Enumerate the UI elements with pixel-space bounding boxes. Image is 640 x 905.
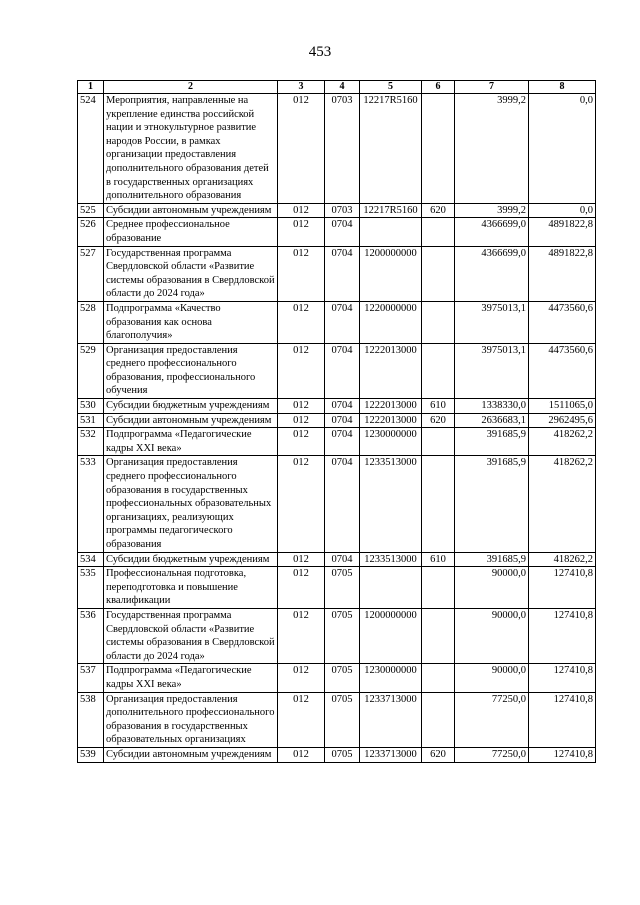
amount-col8: 127410,8 [529, 608, 596, 663]
section-code: 0704 [325, 552, 360, 567]
amount-col7: 1338330,0 [455, 399, 529, 414]
row-name: Подпрограмма «Качество образования как основа благополучия» [104, 301, 278, 343]
section-code: 0705 [325, 608, 360, 663]
amount-col8: 127410,8 [529, 692, 596, 747]
ministry-code: 012 [278, 399, 325, 414]
column-header: 6 [422, 81, 455, 94]
target-article-code: 1230000000 [360, 428, 422, 456]
section-code: 0704 [325, 413, 360, 428]
table-row [78, 343, 596, 398]
ministry-code: 012 [278, 608, 325, 663]
amount-col7: 2636683,1 [455, 413, 529, 428]
expense-type-code: 610 [422, 399, 455, 414]
section-code: 0704 [325, 343, 360, 398]
expense-type-code [422, 94, 455, 204]
amount-col8: 2962495,6 [529, 413, 596, 428]
table-row [78, 203, 596, 218]
row-number: 537 [78, 664, 104, 692]
table-row [78, 456, 596, 552]
ministry-code: 012 [278, 428, 325, 456]
table-row [78, 428, 596, 456]
column-header: 1 [78, 81, 104, 94]
amount-col7: 3975013,1 [455, 343, 529, 398]
ministry-code: 012 [278, 567, 325, 609]
row-number: 531 [78, 413, 104, 428]
budget-table [77, 80, 596, 763]
amount-col8: 1511065,0 [529, 399, 596, 414]
row-name: Организация предоставления среднего профессионального образования в государственных профессиональных образовательных организациях, реализующих программы педагогического образования [104, 456, 278, 552]
ministry-code: 012 [278, 246, 325, 301]
target-article-code: 1233713000 [360, 692, 422, 747]
column-header: 5 [360, 81, 422, 94]
target-article-code: 1200000000 [360, 608, 422, 663]
row-number: 528 [78, 301, 104, 343]
amount-col8: 0,0 [529, 94, 596, 204]
expense-type-code [422, 692, 455, 747]
target-article-code [360, 567, 422, 609]
row-number: 524 [78, 94, 104, 204]
row-number: 525 [78, 203, 104, 218]
column-header: 2 [104, 81, 278, 94]
expense-type-code [422, 456, 455, 552]
target-article-code: 12217R5160 [360, 203, 422, 218]
amount-col7: 3999,2 [455, 203, 529, 218]
expense-type-code: 620 [422, 747, 455, 762]
ministry-code: 012 [278, 343, 325, 398]
ministry-code: 012 [278, 301, 325, 343]
ministry-code: 012 [278, 218, 325, 246]
table-row [78, 692, 596, 747]
amount-col7: 4366699,0 [455, 246, 529, 301]
table-row [78, 301, 596, 343]
table-row [78, 218, 596, 246]
header-row [78, 81, 596, 94]
ministry-code: 012 [278, 664, 325, 692]
row-name: Организация предоставления среднего профессионального образования, профессионального обучения [104, 343, 278, 398]
row-number: 529 [78, 343, 104, 398]
amount-col8: 4473560,6 [529, 343, 596, 398]
expense-type-code [422, 301, 455, 343]
section-code: 0705 [325, 567, 360, 609]
expense-type-code: 620 [422, 203, 455, 218]
amount-col7: 391685,9 [455, 428, 529, 456]
row-name: Субсидии автономным учреждениям [104, 203, 278, 218]
row-name: Подпрограмма «Педагогические кадры XXI века» [104, 664, 278, 692]
column-header: 7 [455, 81, 529, 94]
ministry-code: 012 [278, 94, 325, 204]
section-code: 0704 [325, 246, 360, 301]
table-row [78, 747, 596, 762]
row-name: Профессиональная подготовка, переподготовка и повышение квалификации [104, 567, 278, 609]
table-row [78, 664, 596, 692]
amount-col7: 90000,0 [455, 608, 529, 663]
row-number: 526 [78, 218, 104, 246]
amount-col8: 4891822,8 [529, 218, 596, 246]
row-name: Субсидии бюджетным учреждениям [104, 399, 278, 414]
section-code: 0704 [325, 301, 360, 343]
row-number: 539 [78, 747, 104, 762]
row-name: Субсидии бюджетным учреждениям [104, 552, 278, 567]
amount-col7: 3999,2 [455, 94, 529, 204]
amount-col7: 90000,0 [455, 567, 529, 609]
row-name: Государственная программа Свердловской области «Развитие системы образования в Свердловской области до 2024 года» [104, 246, 278, 301]
ministry-code: 012 [278, 413, 325, 428]
amount-col8: 418262,2 [529, 456, 596, 552]
ministry-code: 012 [278, 747, 325, 762]
amount-col8: 127410,8 [529, 747, 596, 762]
amount-col7: 391685,9 [455, 552, 529, 567]
amount-col8: 4891822,8 [529, 246, 596, 301]
table-row [78, 552, 596, 567]
section-code: 0705 [325, 664, 360, 692]
amount-col7: 77250,0 [455, 747, 529, 762]
ministry-code: 012 [278, 692, 325, 747]
expense-type-code [422, 664, 455, 692]
row-name: Государственная программа Свердловской области «Развитие системы образования в Свердловской области до 2024 года» [104, 608, 278, 663]
column-header: 8 [529, 81, 596, 94]
target-article-code: 1233513000 [360, 456, 422, 552]
target-article-code: 1230000000 [360, 664, 422, 692]
expense-type-code: 610 [422, 552, 455, 567]
target-article-code: 1233513000 [360, 552, 422, 567]
expense-type-code [422, 343, 455, 398]
section-code: 0704 [325, 428, 360, 456]
amount-col8: 418262,2 [529, 428, 596, 456]
target-article-code: 1233713000 [360, 747, 422, 762]
row-number: 533 [78, 456, 104, 552]
expense-type-code [422, 428, 455, 456]
section-code: 0703 [325, 203, 360, 218]
amount-col8: 127410,8 [529, 664, 596, 692]
target-article-code [360, 218, 422, 246]
target-article-code: 1220000000 [360, 301, 422, 343]
column-header: 3 [278, 81, 325, 94]
amount-col8: 418262,2 [529, 552, 596, 567]
amount-col7: 391685,9 [455, 456, 529, 552]
expense-type-code [422, 246, 455, 301]
amount-col7: 3975013,1 [455, 301, 529, 343]
amount-col7: 90000,0 [455, 664, 529, 692]
row-number: 527 [78, 246, 104, 301]
target-article-code: 1222013000 [360, 413, 422, 428]
row-name: Среднее профессиональное образование [104, 218, 278, 246]
row-number: 535 [78, 567, 104, 609]
target-article-code: 12217R5160 [360, 94, 422, 204]
table-row [78, 246, 596, 301]
page-number: 453 [308, 44, 332, 60]
expense-type-code: 620 [422, 413, 455, 428]
target-article-code: 1222013000 [360, 399, 422, 414]
ministry-code: 012 [278, 456, 325, 552]
table-row [78, 94, 596, 204]
amount-col8: 127410,8 [529, 567, 596, 609]
target-article-code: 1222013000 [360, 343, 422, 398]
section-code: 0705 [325, 692, 360, 747]
row-number: 536 [78, 608, 104, 663]
table-row [78, 608, 596, 663]
row-number: 534 [78, 552, 104, 567]
column-header: 4 [325, 81, 360, 94]
section-code: 0704 [325, 399, 360, 414]
ministry-code: 012 [278, 203, 325, 218]
row-name: Организация предоставления дополнительного профессионального образования в государственных образовательных организациях [104, 692, 278, 747]
amount-col7: 4366699,0 [455, 218, 529, 246]
section-code: 0704 [325, 218, 360, 246]
row-number: 530 [78, 399, 104, 414]
target-article-code: 1200000000 [360, 246, 422, 301]
table-row [78, 399, 596, 414]
section-code: 0704 [325, 456, 360, 552]
row-number: 532 [78, 428, 104, 456]
amount-col8: 4473560,6 [529, 301, 596, 343]
row-name: Подпрограмма «Педагогические кадры XXI века» [104, 428, 278, 456]
row-number: 538 [78, 692, 104, 747]
amount-col8: 0,0 [529, 203, 596, 218]
expense-type-code [422, 608, 455, 663]
row-name: Субсидии автономным учреждениям [104, 413, 278, 428]
row-name: Мероприятия, направленные на укрепление единства российской нации и этнокультурное развитие народов России, в рамках организации предоставления дополнительного образования детей в государственных организациях дополнительного образования [104, 94, 278, 204]
row-name: Субсидии автономным учреждениям [104, 747, 278, 762]
expense-type-code [422, 218, 455, 246]
section-code: 0705 [325, 747, 360, 762]
amount-col7: 77250,0 [455, 692, 529, 747]
section-code: 0703 [325, 94, 360, 204]
table-row [78, 567, 596, 609]
ministry-code: 012 [278, 552, 325, 567]
table-row [78, 413, 596, 428]
expense-type-code [422, 567, 455, 609]
